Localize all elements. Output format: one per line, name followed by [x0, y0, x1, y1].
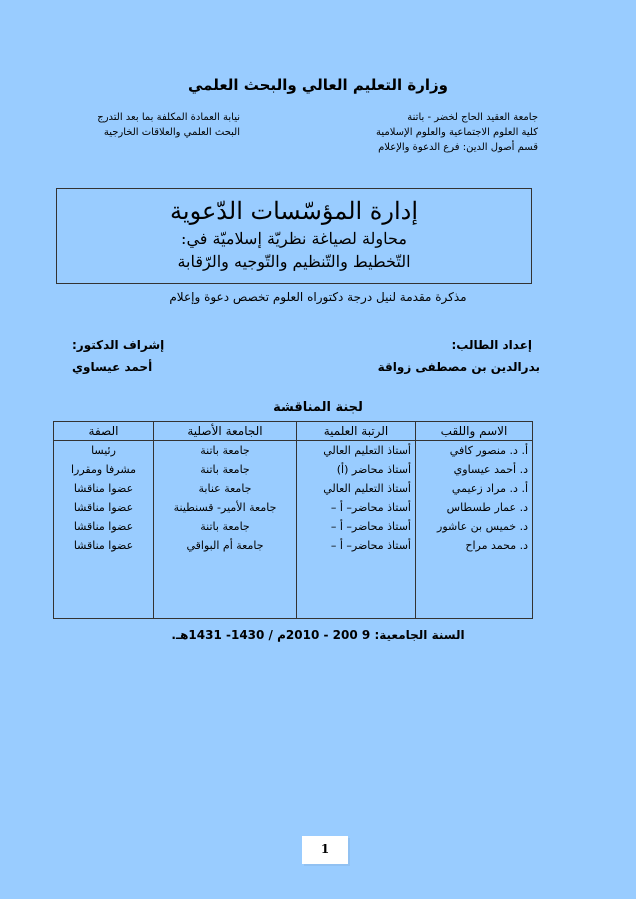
- member-university: جامعة عنابة: [198, 482, 252, 495]
- member-role: عضوا مناقشا: [73, 520, 134, 533]
- supervisor-label: إشراف الدكتور:: [72, 338, 165, 352]
- member-name: د. محمد مراح: [465, 539, 528, 552]
- member-rank: أستاذ التعليم العالي: [323, 444, 411, 457]
- member-university: جامعة باتنة: [200, 444, 250, 457]
- universities-column: [154, 441, 297, 619]
- header-vice-deanship: نيابة العمادة المكلفة بما بعد التدرج: [97, 112, 240, 123]
- member-name: د. خميس بن عاشور: [437, 520, 528, 533]
- member-rank: أستاذ محاضر (أ): [336, 463, 411, 476]
- supervisor-name: أحمد عيساوي: [72, 360, 153, 374]
- member-role: مشرفا ومقررا: [70, 463, 137, 476]
- col-header-university: الجامعة الأصلية: [154, 422, 297, 441]
- member-role: رئيسا: [91, 444, 116, 457]
- member-university: جامعة الأمير- قسنطينة: [173, 501, 277, 514]
- names-column: [416, 441, 533, 619]
- member-role: عضوا مناقشا: [73, 501, 134, 514]
- memo-statement: مذكرة مقدمة لنيل درجة دكتوراه العلوم تخصص دعوة وإعلام: [169, 290, 467, 304]
- academic-year: السنة الجامعية: 9 200 - 2010م / 1430- 1431هـ.: [171, 628, 465, 642]
- col-header-rank: الرتبة العلمية: [297, 422, 416, 441]
- member-name: د. أحمد عيساوي: [453, 463, 528, 476]
- member-rank: أستاذ محاضر– أ –: [330, 539, 411, 552]
- member-name: د. عمار طسطاس: [446, 501, 528, 514]
- title-box: [56, 188, 532, 284]
- ranks-column: [297, 441, 416, 619]
- ministry-heading: وزارة التعليم العالي والبحث العلمي: [187, 76, 449, 94]
- header-university: جامعة العقيد الحاج لخضر - باتنة: [407, 112, 538, 123]
- header-faculty: كلية العلوم الاجتماعية والعلوم الإسلامية: [375, 127, 538, 138]
- member-name: أ. د. مراد زعيمي: [451, 482, 528, 495]
- roles-column: [54, 441, 154, 619]
- student-name: بدرالدين بن مصطفى زواقة: [377, 360, 540, 374]
- page-number: 1: [302, 836, 348, 864]
- member-name: أ. د. منصور كافي: [449, 444, 528, 457]
- member-rank: أستاذ محاضر– أ –: [330, 520, 411, 533]
- thesis-title: إدارة المؤسّسات الدّعوية: [170, 197, 418, 225]
- table-body-row: [54, 441, 533, 619]
- thesis-subtitle-2: التّخطيط والتّنظيم والتّوجيه والرّقابة: [177, 252, 411, 271]
- member-university: جامعة باتنة: [200, 520, 250, 533]
- header-left-block: [70, 110, 240, 140]
- member-rank: أستاذ التعليم العالي: [323, 482, 411, 495]
- header-department: قسم أصول الدين: فرع الدعوة والإعلام: [378, 142, 538, 153]
- thesis-subtitle-1: محاولة لصياغة نظريّة إسلاميّة في:: [181, 229, 407, 248]
- header-right-block: [278, 110, 538, 155]
- member-role: عضوا مناقشا: [73, 482, 134, 495]
- committee-title: لجنة المناقشة: [273, 400, 363, 415]
- prepared-by-label: إعداد الطالب:: [451, 338, 532, 352]
- member-university: جامعة أم البواقي: [186, 539, 264, 552]
- col-header-name: الاسم واللقب: [416, 422, 533, 441]
- col-header-role: الصفة: [54, 422, 154, 441]
- member-role: عضوا مناقشا: [73, 539, 134, 552]
- committee-table: [53, 421, 533, 619]
- member-rank: أستاذ محاضر– أ –: [330, 501, 411, 514]
- member-university: جامعة باتنة: [200, 463, 250, 476]
- header-research-relations: البحث العلمي والعلاقات الخارجية: [103, 127, 240, 138]
- table-header-row: [54, 422, 533, 441]
